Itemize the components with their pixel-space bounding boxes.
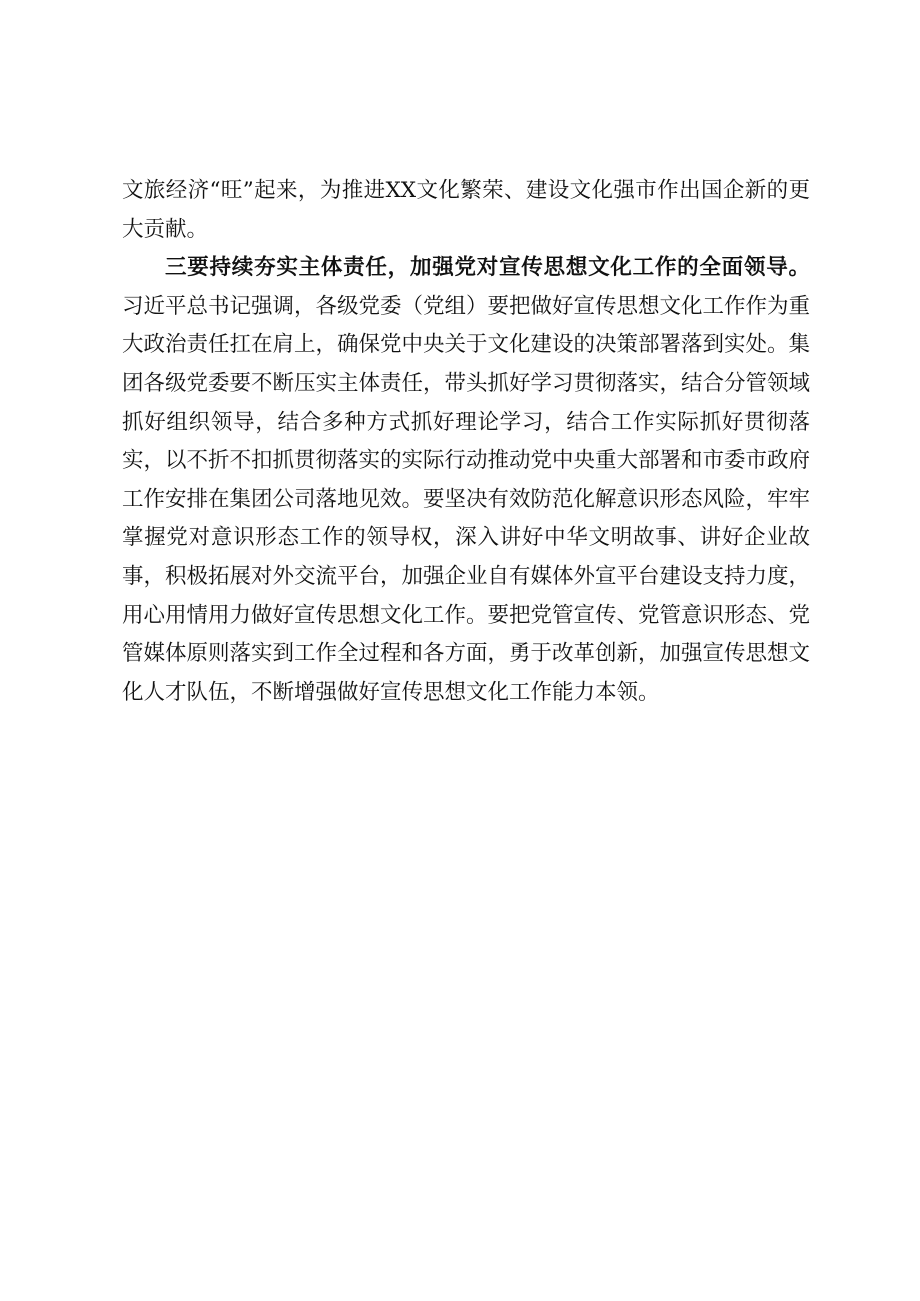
paragraph-text: 文旅经济“旺”起来，为推进XX文化繁荣、建设文化强市作出国企新的更大贡献。 bbox=[122, 178, 810, 242]
document-body bbox=[122, 172, 810, 712]
paragraph-section-three bbox=[122, 249, 810, 712]
section-body-text: 习近平总书记强调，各级党委（党组）要把做好宣传思想文化工作作为重大政治责任扛在肩上，确保党中央关于文化建设的决策部署落到实处。集团各级党委要不断压实主体责任，带头抓好学习贯彻落实，结合分管领域抓好组织领导，结合多种方式抓好理论学习，结合工作实际抓好贯彻落实，以不折不扣抓贯彻落实的实际行动推动党中央重大部署和市委市政府工作安排在集团公司落地见效。要坚决有效防范化解意识形态风险，牢牢掌握党对意识形态工作的领导权，深入讲好中华文明故事、讲好企业故事，积极拓展对外交流平台，加强企业自有媒体外宣平台建设支持力度，用心用情用力做好宣传思想文化工作。要把党管宣传、党管意识形态、党管媒体原则落实到工作全过程和各方面，勇于改革创新，加强宣传思想文化人才队伍，不断增强做好宣传思想文化工作能力本领。 bbox=[122, 293, 811, 705]
section-heading: 三要持续夯实主体责任，加强党对宣传思想文化工作的全面领导。 bbox=[165, 255, 810, 281]
paragraph-continuation bbox=[122, 172, 810, 249]
